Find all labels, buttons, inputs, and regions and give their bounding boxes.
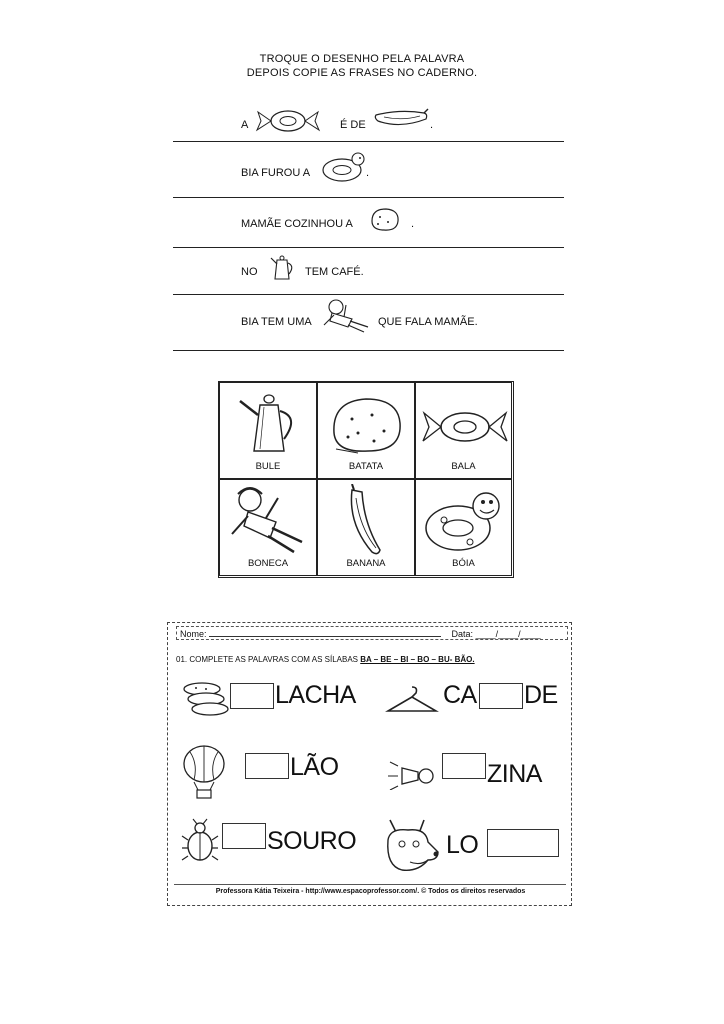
header-line-2: DEPOIS COPIE AS FRASES NO CADERNO. — [246, 67, 478, 79]
float-ring-icon — [320, 150, 370, 184]
grid-cell-batata — [317, 382, 415, 479]
banana-icon — [338, 484, 398, 558]
name-field[interactable] — [209, 628, 441, 637]
date-field[interactable]: ____/____/____ — [475, 629, 541, 639]
writing-line — [173, 197, 564, 198]
answer-box-2[interactable] — [479, 683, 523, 709]
potato-icon — [328, 393, 408, 459]
sentence-3-part-2: . — [411, 218, 415, 230]
balloon-icon — [180, 744, 228, 800]
grid-cell-banana — [317, 479, 415, 576]
grid-label: BANANA — [346, 558, 386, 569]
footer-divider — [174, 884, 566, 885]
word-suffix-2: DE — [524, 681, 558, 709]
picture-grid — [218, 381, 514, 578]
word-suffix-5: SOURO — [267, 827, 357, 855]
sentence-1-part-2: É DE — [340, 119, 366, 131]
sentence-1-part-1: A — [241, 119, 249, 131]
grid-label: BALA — [451, 461, 476, 472]
instruction — [176, 655, 475, 664]
grid-cell-boneca — [219, 479, 317, 576]
grid-cell-boia — [415, 479, 512, 576]
candy-icon — [254, 108, 322, 134]
answer-box-6[interactable] — [487, 829, 559, 857]
grid-cell-bala — [415, 382, 512, 479]
doll-icon — [226, 484, 312, 556]
word-suffix-3: LÃO — [290, 753, 339, 781]
candy-icon — [420, 407, 510, 447]
word-suffix-1: LACHA — [275, 681, 356, 709]
teapot-icon — [268, 252, 296, 284]
instruction-text: 01. COMPLETE AS PALAVRAS COM AS SÍLABAS — [176, 655, 358, 664]
grid-label: BÓIA — [452, 558, 475, 569]
grid-label: BATATA — [348, 461, 384, 472]
writing-line — [173, 350, 564, 351]
grid-label: BULE — [255, 461, 281, 472]
word-prefix-6: LO — [446, 831, 479, 859]
sentence-3-part-1: MAMÃE COZINHOU A — [241, 218, 353, 230]
sentence-5-part-2: QUE FALA MAMÃE. — [378, 316, 478, 328]
worksheet-header — [176, 626, 568, 640]
writing-line — [173, 247, 564, 248]
float-ring-icon — [420, 484, 510, 556]
doll-icon — [318, 297, 374, 335]
wolf-icon — [380, 816, 442, 874]
potato-icon — [368, 205, 402, 233]
banana-icon — [372, 105, 430, 131]
footer-credit: Professora Kátia Teixeira - http://www.espacoprofessor.com/. © Todos os direitos reservados — [215, 888, 526, 895]
hanger-icon — [384, 683, 440, 717]
answer-box-5[interactable] — [222, 823, 266, 849]
date-label: Data: — [451, 629, 474, 639]
writing-line — [173, 141, 564, 142]
teapot-icon — [234, 391, 304, 457]
header-line-1: TROQUE O DESENHO PELA PALAVRA — [259, 53, 465, 65]
biscuits-icon — [180, 679, 230, 719]
answer-box-1[interactable] — [230, 683, 274, 709]
word-prefix-2: CA — [443, 681, 477, 709]
name-label: Nome: — [180, 629, 207, 639]
answer-box-3[interactable] — [245, 753, 289, 779]
writing-line — [173, 294, 564, 295]
horn-icon — [386, 760, 440, 790]
sentence-4-part-2: TEM CAFÉ. — [305, 266, 364, 278]
beetle-icon — [180, 818, 220, 864]
word-suffix-4: ZINA — [487, 760, 542, 788]
sentence-5-part-1: BIA TEM UMA — [241, 316, 312, 328]
sentence-4-part-1: NO — [241, 266, 258, 278]
sentence-1-part-3: . — [430, 119, 434, 131]
answer-box-4[interactable] — [442, 753, 486, 779]
sentence-2-part-2: . — [366, 167, 370, 179]
sentence-2-part-1: BIA FUROU A — [241, 167, 311, 179]
grid-cell-bule — [219, 382, 317, 479]
grid-label: BONECA — [247, 558, 289, 569]
syllables: BA – BE – BI – BO – BU- BÃO. — [360, 655, 475, 664]
